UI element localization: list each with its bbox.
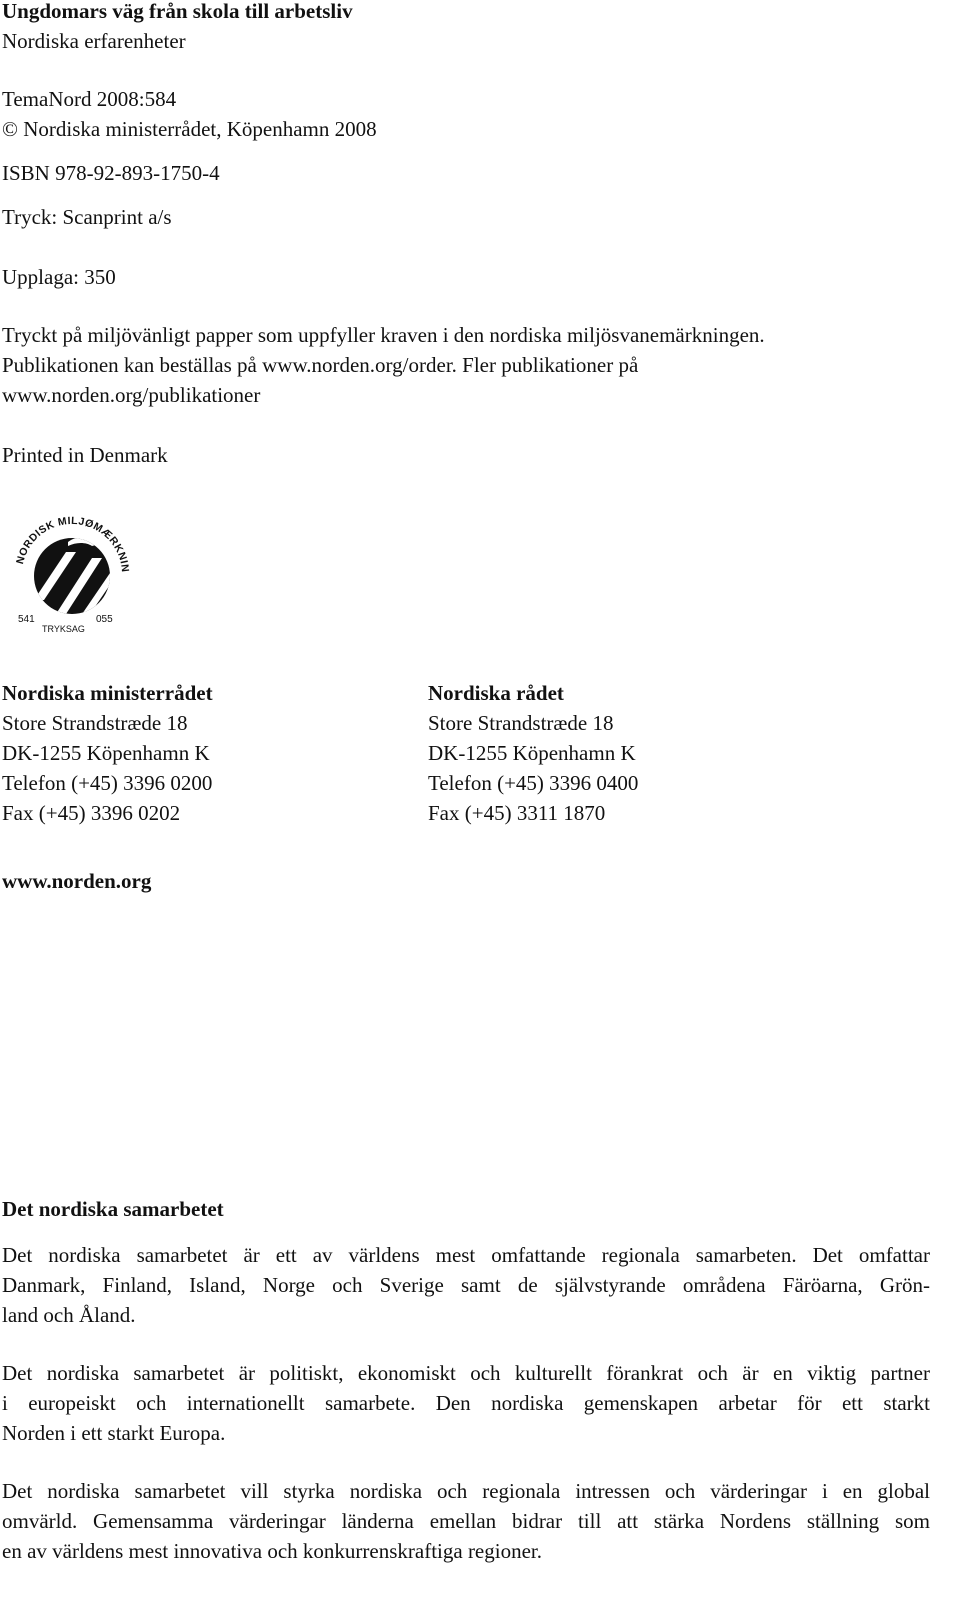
env-line-2: Publikationen kan beställas på www.norden.org/order. Fler publikationer på xyxy=(2,353,639,377)
address-street: Store Strandstræde 18 xyxy=(2,711,188,735)
document-subtitle: Nordiska erfarenheter xyxy=(2,29,186,53)
paragraph-line: en av världens mest innovativa och konkurrenskraftiga regioner. xyxy=(2,1539,542,1563)
address-phone: Telefon (+45) 3396 0400 xyxy=(428,771,639,795)
ecolabel-number-left: 541 xyxy=(18,614,35,625)
address-city: DK-1255 Köpenhamn K xyxy=(2,741,210,765)
address-city: DK-1255 Köpenhamn K xyxy=(428,741,636,765)
series-number: TemaNord 2008:584 xyxy=(2,87,177,111)
print-line: Tryck: Scanprint a/s xyxy=(2,205,172,229)
ecolabel-number-right: 055 xyxy=(96,614,113,625)
environment-note xyxy=(2,320,765,410)
edition-line: Upplaga: 350 xyxy=(2,265,116,289)
nordic-swan-ecolabel xyxy=(8,512,132,640)
cooperation-heading: Det nordiska samarbetet xyxy=(2,1197,224,1221)
paragraph-line: Norden i ett starkt Europa. xyxy=(2,1421,226,1445)
address-fax: Fax (+45) 3396 0202 xyxy=(2,801,181,825)
swan-logo-icon xyxy=(8,512,132,640)
cooperation-paragraph-3 xyxy=(2,1476,930,1566)
paragraph-line: i europeiskt och internationellt samarbete. Den nordiska gemenskapen arbetar för ett starkt xyxy=(2,1391,930,1415)
address-name: Nordiska rådet xyxy=(428,681,564,705)
address-block-ministers xyxy=(2,678,213,828)
ecolabel-caption: TRYKSAG xyxy=(42,624,85,634)
address-block-council xyxy=(428,678,638,828)
document-title: Ungdomars väg från skola till arbetsliv xyxy=(2,0,353,23)
paragraph-line: Danmark, Finland, Island, Norge och Sverige samt de självstyrande områdena Färöarna, Grön- xyxy=(2,1273,930,1297)
ecolabel-ring-text: NORDISK MILJØMÆRKNIN xyxy=(14,514,132,574)
isbn-line: ISBN 978-92-893-1750-4 xyxy=(2,161,220,185)
paragraph-line: Det nordiska samarbetet är politiskt, ekonomiskt och kulturellt förankrat och är en viktig partner xyxy=(2,1361,930,1385)
env-line-1: Tryckt på miljövänligt papper som uppfyller kraven i den nordiska miljösvanemärkningen. xyxy=(2,323,765,347)
address-phone: Telefon (+45) 3396 0200 xyxy=(2,771,213,795)
paragraph-line: Det nordiska samarbetet är ett av världens mest omfattande regionala samarbeten. Det omfattar xyxy=(2,1243,930,1267)
address-street: Store Strandstræde 18 xyxy=(428,711,614,735)
cooperation-paragraph-1 xyxy=(2,1240,930,1330)
address-name: Nordiska ministerrådet xyxy=(2,681,213,705)
address-fax: Fax (+45) 3311 1870 xyxy=(428,801,606,825)
paragraph-line: omvärld. Gemensamma värderingar länderna emellan bidrar till att stärka Nordens ställning som xyxy=(2,1509,930,1533)
paragraph-line: land och Åland. xyxy=(2,1303,136,1327)
header-block xyxy=(2,0,353,56)
env-line-3: www.norden.org/publikationer xyxy=(2,383,261,407)
copyright-line: © Nordiska ministerrådet, Köpenhamn 2008 xyxy=(2,117,377,141)
website-link[interactable]: www.norden.org xyxy=(2,869,152,893)
paragraph-line: Det nordiska samarbetet vill styrka nordiska och regionala intressen och värderingar i en global xyxy=(2,1479,930,1503)
cooperation-paragraph-2 xyxy=(2,1358,930,1448)
printed-in-line: Printed in Denmark xyxy=(2,443,168,467)
